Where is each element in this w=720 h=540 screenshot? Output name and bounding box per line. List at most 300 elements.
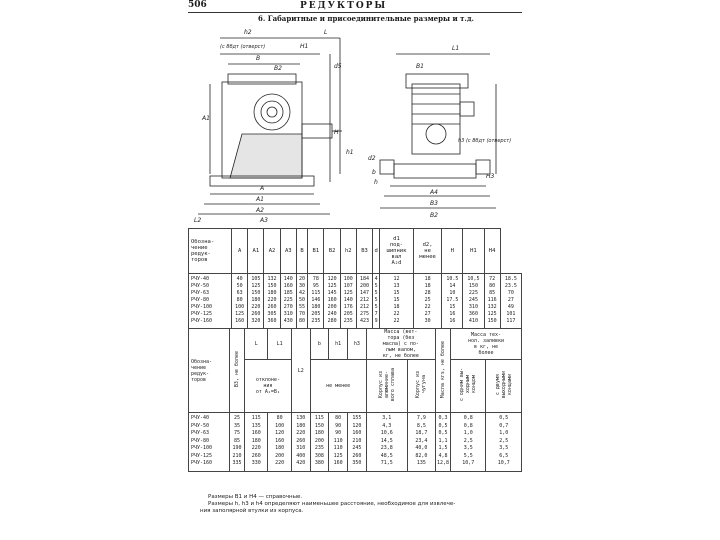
table-header-cell: L2 [291, 329, 310, 413]
table-cell: 78 [312, 276, 319, 282]
table-cell: 235 [311, 318, 321, 324]
table-cell: 40 [236, 276, 243, 282]
table-cell: 101 [506, 311, 516, 317]
note-line: Размеры B1 и H4 — справочные. [208, 494, 303, 500]
table-cell: 5,5 [463, 452, 473, 459]
side-view-body [412, 84, 460, 154]
table-header-cell: Масса тех- нол. заливки в кг, не более [451, 329, 522, 360]
designation-cell: РЧУ-63 [191, 290, 210, 296]
data-column [310, 413, 329, 472]
table-cell: 120 [275, 430, 285, 436]
table-header-cell: Масла кгs, не более [440, 340, 447, 399]
table-cell: 155 [352, 415, 362, 421]
table-cell: 80 [276, 415, 283, 421]
table-cell: 260 [296, 437, 306, 444]
table-cell: 135 [416, 460, 426, 466]
table-cell: 18.5 [504, 276, 517, 282]
table-header-cell: B3 [356, 229, 372, 274]
table-cell: 260 [251, 311, 261, 317]
table-cell: 27 [507, 297, 514, 303]
table-cell: 15 [393, 290, 400, 296]
table-cell: 180 [275, 445, 285, 451]
table-cell: 71,5 [380, 460, 393, 466]
table-cell: 17.5 [446, 297, 459, 303]
table-header-cell: не менее [310, 360, 366, 413]
drawing-label: A3 [260, 217, 268, 224]
table-cell: 5 [374, 290, 378, 296]
table-cell: 150 [468, 283, 478, 289]
table-header-cell [436, 329, 451, 413]
table-cell: 176 [343, 304, 353, 310]
table-cell: 10.5 [446, 276, 459, 282]
notes [200, 494, 520, 515]
table-cell: 210 [232, 452, 242, 459]
table-cell: 80 [335, 415, 342, 421]
table-header-cell: H [442, 229, 463, 274]
table-cell: 15 [449, 304, 456, 310]
table-cell: 160 [283, 283, 293, 289]
data-column [280, 274, 296, 329]
table-header-cell: Корпус из чугуна [415, 371, 428, 399]
table-cell: 270 [283, 304, 293, 310]
table-cell: 85 [233, 437, 241, 444]
table-header-cell: A2 [264, 229, 280, 274]
gearbox-drawing [190, 24, 520, 224]
table-cell: 180 [251, 297, 261, 303]
drawing-label: B2 [274, 65, 282, 72]
drawing-label: H [334, 129, 339, 136]
drawing-label: A2 [256, 207, 264, 214]
table-header-cell: h2 [340, 229, 356, 274]
table-header-cell: A [232, 229, 248, 274]
table-cell: 85 [489, 290, 496, 296]
table-cell: 146 [311, 297, 321, 303]
drawing-label: (с 8бдт (отверст) [220, 44, 266, 50]
table-cell: 1,5 [438, 445, 448, 451]
drawing-label: h3 (с 8бдт (отверст) [458, 138, 512, 144]
designation-column [189, 413, 230, 472]
table-cell: 63 [236, 290, 243, 296]
table-cell: 125 [343, 290, 353, 296]
side-view-base [394, 164, 476, 178]
table-cell: 80 [236, 297, 243, 303]
table-header-cell: с одним вы- ходным концом [459, 368, 478, 402]
table-cell: 330 [251, 460, 261, 466]
table-cell: 95 [312, 283, 319, 289]
table-cell: 235 [314, 445, 324, 451]
drawing-label: d2 [368, 155, 376, 162]
data-column [366, 413, 407, 472]
table-cell: 260 [267, 304, 277, 310]
table-cell: 0,5 [438, 422, 448, 429]
table-cell: 305 [267, 311, 277, 317]
drawing-label: H1 [300, 43, 309, 50]
table-cell: 240 [327, 311, 337, 317]
table-header-cell: с двумя выходными концами [494, 371, 513, 399]
table-cell: 100 [275, 422, 285, 429]
table-cell: 50 [299, 297, 306, 303]
table-cell: 0,8 [463, 415, 473, 421]
table-cell: 235 [343, 318, 353, 324]
designation-cell: РЧУ-160 [191, 460, 213, 466]
data-column [324, 274, 340, 329]
data-column [248, 274, 264, 329]
table-cell: 2,5 [463, 437, 473, 444]
data-column [232, 274, 248, 329]
data-column [264, 274, 280, 329]
data-column [268, 413, 291, 472]
table-cell: 200 [314, 437, 324, 444]
data-column [500, 274, 521, 329]
table-cell: 0,7 [499, 422, 509, 429]
table-cell: 10,7 [462, 460, 475, 466]
table-cell: 125 [251, 283, 261, 289]
data-column [291, 413, 310, 472]
table-cell: 16 [449, 318, 456, 324]
table-cell: 90 [335, 422, 342, 429]
dimensions-table [188, 228, 522, 329]
table-cell: 22 [424, 304, 431, 310]
table-header-cell: h1 [329, 329, 348, 360]
table-cell: 212 [360, 297, 370, 303]
table-header-cell: B1 [308, 229, 324, 274]
designation-cell: РЧУ-125 [191, 311, 213, 317]
table-cell: 3,1 [382, 415, 392, 421]
table-cell: 18 [424, 276, 431, 282]
table-cell: 220 [267, 297, 277, 303]
table-cell: 8,5 [416, 422, 426, 429]
data-column [373, 274, 380, 329]
table-cell: 115 [251, 415, 261, 421]
table-cell: 184 [360, 276, 370, 282]
table-cell: 22 [393, 311, 400, 317]
data-column [230, 413, 245, 472]
drawing-label: b [372, 169, 376, 176]
table-cell: 210 [352, 437, 362, 444]
table-cell: 100 [343, 276, 353, 282]
table-cell: 275 [360, 311, 370, 317]
table-cell: 7 [374, 311, 378, 317]
table-cell: 220 [251, 304, 261, 310]
table-cell: 220 [275, 460, 285, 466]
drawing-label: B3 [430, 200, 438, 207]
table-cell: 72 [489, 276, 496, 282]
table-cell: 100 [235, 304, 245, 310]
table-cell: 160 [333, 460, 343, 466]
drawing-label: L [324, 29, 328, 36]
table-cell: 120 [352, 422, 362, 429]
table-cell: 30 [424, 318, 431, 324]
table-header-cell: отклоне- ния от A₁=B₁ [245, 360, 292, 413]
table-header-cell: A1 [248, 229, 264, 274]
table-cell: 410 [468, 318, 478, 324]
table-cell: 380 [314, 460, 324, 466]
table-cell: 5 [374, 304, 378, 310]
table-header-cell [486, 360, 522, 413]
table-cell: 360 [468, 311, 478, 317]
table-cell: 140 [283, 276, 293, 282]
data-column [245, 413, 268, 472]
table-cell: 14,5 [380, 437, 393, 444]
table-cell: 2,5 [499, 437, 509, 444]
table-cell: 16 [449, 311, 456, 317]
table-header-row [189, 329, 522, 360]
table-cell: 18 [424, 283, 431, 289]
table-cell: 180 [267, 290, 277, 296]
table-cell: 28 [424, 290, 431, 296]
table-cell: 0,5 [438, 430, 448, 436]
drawing-label: B [256, 55, 261, 62]
data-column [451, 413, 486, 472]
table-cell: 10,6 [380, 430, 393, 436]
table-header-cell: B [296, 229, 307, 274]
table-cell: 185 [283, 290, 293, 296]
table-cell: 145 [327, 290, 337, 296]
table-cell: 7,9 [416, 415, 426, 421]
table-header-cell [366, 360, 407, 413]
table-cell: 160 [235, 318, 245, 324]
table-cell: 150 [267, 283, 277, 289]
table-cell: 30 [299, 283, 306, 289]
table-header-cell: L [245, 329, 268, 360]
table-cell: 42 [299, 290, 306, 296]
data-column [442, 274, 463, 329]
table-cell: 55 [299, 304, 306, 310]
table-cell: 80 [489, 283, 496, 289]
table-header-cell: d1 под- шипник вал A₂d [380, 229, 414, 274]
drawing-label: A4 [430, 189, 438, 196]
table-cell: 40,0 [415, 445, 428, 451]
table-cell: 400 [296, 452, 306, 459]
table-cell: 25 [424, 297, 431, 303]
table-header-cell: B2 [324, 229, 340, 274]
drawing-label: h [374, 179, 378, 186]
table-header-cell: L1 [268, 329, 291, 360]
designation-cell: РЧУ-40 [191, 415, 210, 421]
table-cell: 310 [283, 311, 293, 317]
table-cell: 150 [487, 318, 497, 324]
table-cell: 260 [251, 452, 261, 459]
table-cell: 308 [314, 452, 324, 459]
table-cell: 430 [283, 318, 293, 324]
table-cell: 132 [487, 304, 497, 310]
data-column [329, 413, 348, 472]
table-cell: 90 [335, 430, 342, 436]
table-cell: 350 [352, 460, 362, 466]
side-shaft [460, 102, 474, 116]
designation-cell: РЧУ-80 [191, 437, 210, 444]
table-cell: 423 [360, 318, 370, 324]
table-cell: 12,8 [436, 460, 450, 466]
table-cell: 80 [299, 318, 306, 324]
drawing-label: h2 [244, 29, 252, 36]
table-cell: 200 [275, 452, 285, 459]
table-cell: 120 [327, 276, 337, 282]
table-cell: 22 [393, 318, 400, 324]
table-header-cell [451, 360, 486, 413]
data-column [380, 274, 414, 329]
table-cell: 320 [251, 318, 261, 324]
table-cell: 6,5 [499, 452, 509, 459]
table-header-cell: Масса (вет- тора (без масла) с по- лым валом, кг, не более [366, 329, 435, 360]
table-cell: 117 [506, 318, 516, 324]
note-line: Размеры h, h3 и h4 определяют наименьшее расстояние, необходимое для извлече- [208, 501, 456, 507]
table-header-cell: Обозна- чение редук- торов [189, 329, 230, 413]
table-header-cell: h3 [348, 329, 367, 360]
table-cell: 70 [507, 290, 514, 296]
table-cell: 220 [251, 445, 261, 451]
table-cell: 1,0 [463, 430, 473, 436]
table-cell: 260 [352, 452, 362, 459]
table-cell: 10,7 [497, 460, 510, 466]
page-number: 506 [188, 0, 207, 10]
designation-cell: РЧУ-100 [191, 304, 213, 310]
drawing-label: A1 [256, 196, 264, 203]
table-cell: 180 [251, 437, 261, 444]
table-cell: 18,7 [415, 430, 428, 436]
table-cell: 13 [393, 283, 400, 289]
table-body-row [189, 274, 522, 329]
table-header-cell: d2, не менее [413, 229, 441, 274]
table-header-cell: A3 [280, 229, 296, 274]
table-cell: 125 [235, 311, 245, 317]
table-cell: 190 [232, 445, 242, 451]
table-cell: 0,8 [463, 422, 473, 429]
table-cell: 0,3 [438, 415, 448, 421]
drawing-label: H3 [486, 173, 495, 180]
table-cell: 20 [299, 276, 306, 282]
table-cell: 180 [296, 422, 306, 429]
table-cell: 160 [352, 430, 362, 436]
table-cell: 200 [360, 283, 370, 289]
data-column [436, 413, 451, 472]
table-cell: 35 [233, 422, 241, 429]
table-cell: 125 [333, 452, 343, 459]
drawing-label: L2 [194, 217, 202, 224]
data-column [463, 274, 484, 329]
designation-cell: РЧУ-40 [191, 276, 210, 282]
table-cell: 48,5 [380, 452, 393, 459]
table-cell: 14 [449, 283, 456, 289]
table-cell: 75 [233, 430, 241, 436]
table-header-cell: d [373, 229, 380, 274]
table-cell: 130 [296, 415, 306, 421]
table-cell: 115 [311, 290, 321, 296]
table-header-cell: Корпус из алюминие- вого сплава [377, 368, 396, 402]
table-cell: 4,3 [382, 422, 392, 429]
table-cell: 245 [352, 445, 362, 451]
table-cell: 280 [327, 318, 337, 324]
table-header-cell: H1 [463, 229, 484, 274]
data-column [356, 274, 372, 329]
table-cell: 220 [296, 430, 306, 436]
front-shaft [302, 124, 332, 138]
table-cell: 147 [360, 290, 370, 296]
table-cell: 150 [314, 422, 324, 429]
data-column [308, 274, 324, 329]
table-cell: 27 [424, 311, 431, 317]
data-column [486, 413, 522, 472]
table-cell: 10,5 [467, 276, 480, 282]
table-cell: 125 [487, 311, 497, 317]
table-cell: 105 [251, 276, 261, 282]
table-cell: 4 [374, 276, 378, 282]
table-cell: 205 [311, 311, 321, 317]
worm-wheel-circle [254, 94, 290, 130]
table-cell: 110 [333, 445, 343, 451]
table-cell: 70 [299, 311, 306, 317]
table-cell: 1,1 [438, 437, 448, 444]
table-cell: 160 [327, 297, 337, 303]
table-cell: 82,0 [415, 452, 428, 459]
table-cell: 180 [311, 304, 321, 310]
table-cell: 135 [251, 422, 261, 429]
table-cell: 335 [232, 460, 242, 466]
table-cell: 1,0 [499, 430, 509, 436]
table-header-cell: H4 [484, 229, 500, 274]
table-cell: 4,8 [438, 452, 448, 459]
designation-cell: РЧУ-50 [191, 283, 210, 289]
table-cell: 23,8 [380, 445, 393, 451]
table-cell: 205 [343, 311, 353, 317]
table-cell: 5 [374, 283, 378, 289]
table-cell: 225 [468, 290, 478, 296]
drawing-label: B2 [430, 212, 438, 219]
table-cell: 115 [314, 415, 324, 421]
designation-cell: РЧУ-100 [191, 445, 213, 451]
table-header-cell: b [310, 329, 329, 360]
designation-cell: РЧУ-80 [191, 297, 210, 303]
table-cell: 15 [393, 297, 400, 303]
front-view-top [228, 74, 296, 84]
table-cell: 9 [374, 318, 378, 324]
running-header: РЕДУКТОРЫ [300, 1, 388, 11]
table-header-row [189, 229, 522, 274]
table-header-cell [407, 360, 435, 413]
table-cell: 360 [267, 318, 277, 324]
drawing-label: d5 [334, 63, 342, 70]
table-cell: 225 [283, 297, 293, 303]
table-cell: 200 [327, 304, 337, 310]
table-cell: 5 [374, 297, 378, 303]
designation-cell: РЧУ-63 [191, 430, 210, 436]
table-cell: 110 [333, 437, 343, 444]
data-column [484, 274, 500, 329]
designation-cell: РЧУ-160 [191, 318, 213, 324]
table-cell: 107 [343, 283, 353, 289]
table-cell: 125 [327, 283, 337, 289]
drawing-label: A1 [202, 115, 210, 122]
mass-table [188, 328, 522, 472]
data-column [340, 274, 356, 329]
table-cell: 180 [314, 430, 324, 436]
table-cell: 212 [360, 304, 370, 310]
drawing-label: L1 [452, 45, 460, 52]
data-column [348, 413, 367, 472]
table-cell: 132 [267, 276, 277, 282]
data-column [407, 413, 435, 472]
table-cell: 3,5 [463, 445, 473, 451]
table-cell: 18 [393, 304, 400, 310]
drawing-label: h1 [346, 149, 354, 156]
section-title: 6. Габаритные и присоединительные размеры и т.д. [258, 14, 474, 23]
table-cell: 245 [468, 297, 478, 303]
table-cell: 116 [487, 297, 497, 303]
table-cell: 23.5 [504, 283, 517, 289]
data-column [413, 274, 441, 329]
drawing-label: B1 [416, 63, 424, 70]
drawing-label: A [260, 185, 265, 192]
